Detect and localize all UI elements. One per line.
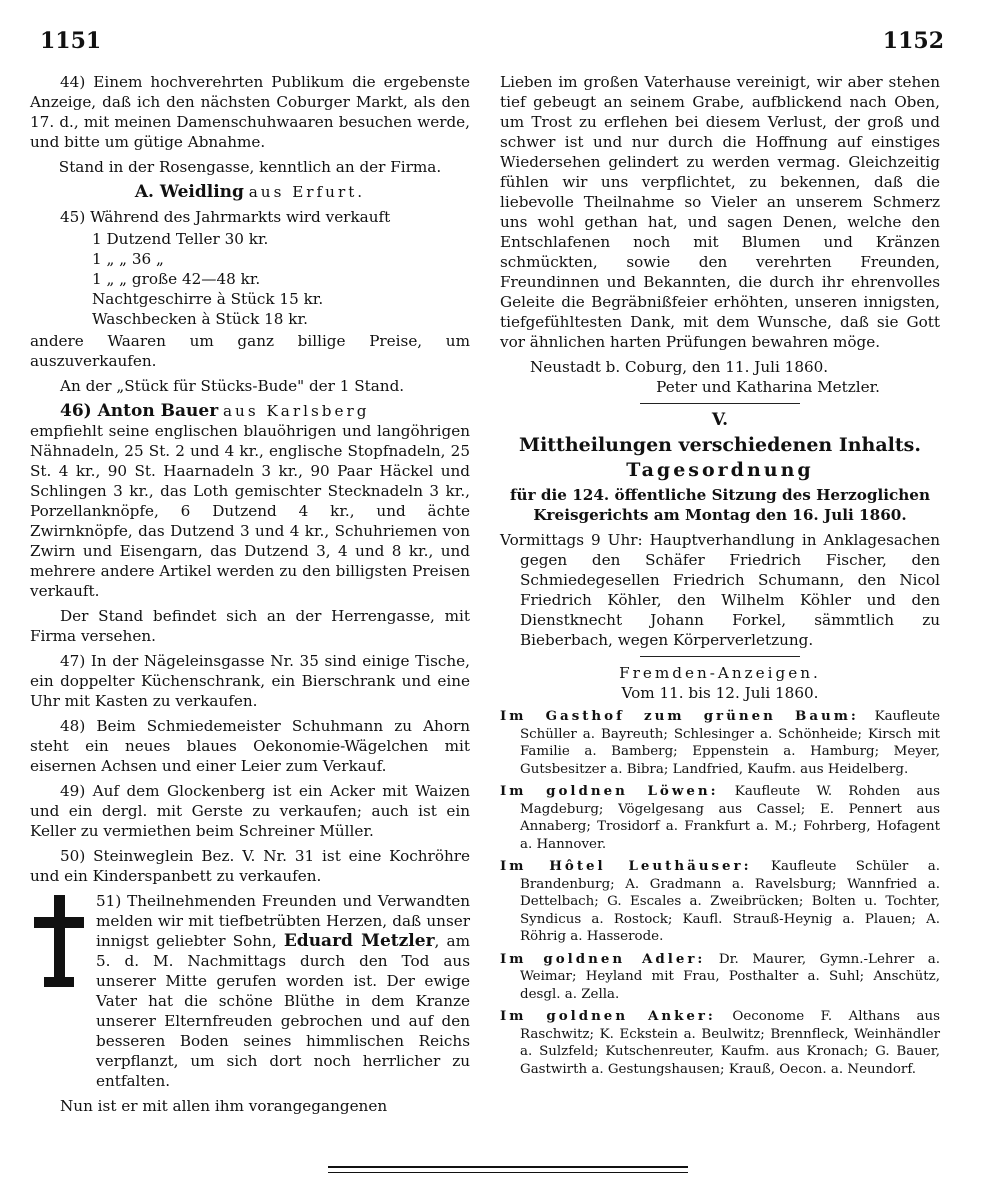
- ad-50-text: 50) Steinweglein Bez. V. Nr. 31 ist eine Kochröhre und ein Kinderspanbett zu verkaufen.: [30, 847, 470, 885]
- ad-46-name: 46) Anton Bauer: [60, 401, 219, 421]
- guest-hotel: Im goldnen Anker:: [500, 1008, 716, 1024]
- place-date: Neustadt b. Coburg, den 11. Juli 1860.: [530, 358, 829, 376]
- ad-46-text: empfiehlt seine englischen blauöhrigen und langöhrigen Nähnadeln, 25 St. 2 und 4 kr., englische Stopfnadeln, 25 St. 4 kr., 90 St. Haarnadeln 3 kr., 90 Paar Häckel und Schlingen 3 kr., das Loth gemischter Stecknadeln 3 kr., Porzellanknöpfe, 6 Dutzend 4 kr., und ächte Zwirnknöpfe, das Dutzend 3 und 4 kr., Schuhriemen von Zwirn und Eisengarn, das Dutzend 3, 4 und 8 kr., und mehrere andere Artikel werden zu den billigsten Preisen verkauft.: [30, 422, 470, 600]
- cross-icon: [30, 895, 88, 987]
- ad-51-last: Nun ist er mit allen ihm vorangegangenen: [60, 1097, 388, 1115]
- ad-45-item: 1 „ „ große 42—48 kr.: [92, 270, 261, 288]
- divider: [640, 656, 800, 657]
- section-number: V.: [711, 410, 729, 430]
- ad-46-head: [30, 401, 470, 421]
- ad-44-stand: Stand in der Rosengasse, kenntlich an der Firma.: [58, 158, 442, 176]
- page-number-right: 1152: [882, 28, 944, 54]
- divider: [640, 403, 800, 404]
- ad-48-text: 48) Beim Schmiedemeister Schuhmann zu Ahorn steht ein neues blaues Oekonomie-Wägelchen mit eisernen Achsen und einer Leier zum Verkauf.: [30, 717, 470, 775]
- ad-51-text: , am 5. d. M. Nachmittags durch den Tod aus unserer Mitte gerufen worden ist. Der ewige Vater hat die schöne Blüthe in dem Kranze unserer Elternfreuden gebrochen und auf den besseren Boden seines himmlischen Reichs verpflanzt, um sich dort noch herrlicher zu entfalten.: [96, 932, 470, 1090]
- ad-45-items: [92, 229, 470, 329]
- guest-hotel: Im Hôtel Leuthäuser:: [500, 858, 752, 874]
- guest-entry: [500, 951, 940, 1004]
- ad-45-rest: andere Waaren um ganz billige Preise, um auszuverkaufen.: [30, 332, 470, 370]
- guest-list: Kaufleute W. Rohden aus Magdeburg; Vögelgesang aus Cassel; E. Pennert aus Annaberg; Trosidorf a. Frankfurt a. M.; Fohrberg, Hofagent a. Hannover.: [520, 784, 940, 852]
- guests-date: Vom 11. bis 12. Juli 1860.: [621, 684, 819, 702]
- guest-list: Dr. Maurer, Gymn.-Lehrer a. Weimar; Heyland mit Frau, Posthalter a. Suhl; Anschütz, desgl. a. Zella.: [520, 951, 940, 1002]
- ad-45-item: 1 Dutzend Teller 30 kr.: [92, 230, 269, 248]
- guest-entry: [500, 708, 940, 778]
- ad-49-text: 49) Auf dem Glockenberg ist ein Acker mit Waizen und ein dergl. mit Gerste zu verkaufen; auch ist ein Keller zu vermiethen beim Schreiner Müller.: [30, 782, 470, 840]
- ad-51-continued: Lieben im großen Vaterhause vereinigt, wir aber stehen tief gebeugt an seinem Grabe, aufblickend nach Oben, um Trost zu erflehen bei diesem Verlust, der groß und schwer ist und nur durch die Hoffnung auf einstiges Wiedersehen gelindert zu werden vermag. Gleichzeitig fühlen wir uns verpflichtet, zu bekennen, daß die liebevolle Theilnahme so Vieler an unserem Schmerz uns wohl gethan hat, und sagen Denen, welche den Entschlafenen noch mit Blumen und Kränzen schmückten, sowie den verehrten Freunden, Freundinnen und Bekannten, die durch ihr ehrenvolles Geleite die Begräbnißfeier erhöhten, unseren innigsten, tiefgefühltesten Dank, mit dem Wunsche, daß sie Gott vor ähnlichen harten Prüfungen bewahren möge.: [500, 73, 940, 351]
- guest-hotel: Im goldnen Löwen:: [500, 783, 719, 799]
- ad-46-place: aus Karlsberg: [222, 402, 370, 420]
- ad-44-signature: [30, 182, 470, 202]
- signature: Peter und Katharina Metzler.: [656, 378, 880, 396]
- ad-47-text: 47) In der Nägeleinsgasse Nr. 35 sind einige Tische, ein doppelter Küchenschrank, ein Bierschrank und eine Uhr mit Kasten zu verkaufen.: [30, 652, 470, 710]
- guests-title: Fremden-Anzeigen.: [619, 664, 821, 682]
- ad-51-name: Eduard Metzler: [283, 931, 435, 951]
- agenda-title: Tagesordnung: [626, 459, 814, 481]
- ad-51-intro: [96, 891, 470, 1091]
- ad-44-name: A. Weidling: [134, 182, 244, 202]
- page-number-left: 1151: [40, 28, 102, 54]
- ad-44-text: 44) Einem hochverehrten Publikum die ergebenste Anzeige, daß ich den nächsten Coburger Markt, als den 17. d., mit meinen Damenschuhwaaren besuchen werde, und bitte um gütige Abnahme.: [30, 73, 470, 151]
- ad-45-item: Waschbecken à Stück 18 kr.: [92, 310, 308, 328]
- guest-list: Kaufleute Schüler a. Brandenburg; A. Gradmann a. Ravelsburg; Wannfried a. Dettelbach; G. Escales a. Zweibrücken; Bolten u. Tochter, Syndicus a. Rostock; Kaufl. Strauß-Heynig a. Plauen; A. Röhrig a. Hasserode.: [520, 859, 940, 944]
- left-column: [30, 72, 470, 1121]
- guest-hotel: Im goldnen Adler:: [500, 950, 706, 967]
- guest-list: Kaufleute Schüller a. Bayreuth; Schlesinger a. Schönheide; Kirsch mit Familie a. Bamberg; Eppenstein a. Hamburg; Meyer, Gutsbesitzer a. Bibra; Landfried, Kaufm. aus Heidelberg.: [520, 709, 940, 777]
- guest-entry: [500, 858, 940, 946]
- ad-45-item: Nachtgeschirre à Stück 15 kr.: [92, 290, 324, 308]
- guest-entry: [500, 783, 940, 853]
- right-column: [500, 72, 940, 1083]
- ad-44-place: aus Erfurt.: [248, 183, 366, 201]
- ad-46-stand: Der Stand befindet sich an der Herrengasse, mit Firma versehen.: [30, 607, 470, 645]
- ad-45-stand: An der „Stück für Stücks-Bude" der 1 Stand.: [60, 377, 405, 395]
- ad-51-block: [30, 891, 470, 1096]
- ad-45-item: 1 „ „ 36 „: [92, 250, 164, 268]
- ad-45-text: 45) Während des Jahrmarkts wird verkauft: [60, 208, 391, 226]
- guest-list: Oeconome F. Althans aus Raschwitz; K. Eckstein a. Beulwitz; Brennfleck, Weinhändler a. Sulzfeld; Kutschenreuter, Kaufm. aus Kronach; G. Bauer, Gastwirth a. Gestungshausen; Krauß, Oecon. a. Neundorf.: [520, 1009, 940, 1077]
- guest-hotel: Im Gasthof zum grünen Baum:: [500, 708, 859, 724]
- agenda-text: Vormittags 9 Uhr: Hauptverhandlung in Anklagesachen gegen den Schäfer Friedrich Fischer, den Schmiedegesellen Friedrich Schumann, den Nicol Friedrich Köhler, den Wilhelm Köhler und den Dienstknecht Johann Forkel, sämmtlich zu Bieberbach, wegen Körperverletzung.: [500, 531, 940, 649]
- ad-51-intro-text: 51) Theilnehmenden Freunden und Verwandten melden wir mit tiefbetrübten Herzen, daß unser innigst geliebter Sohn,: [96, 892, 470, 950]
- closing-rule: [328, 1166, 688, 1177]
- agenda-subtitle: für die 124. öffentliche Sitzung des Herzoglichen Kreisgerichts am Montag den 16. Juli 1860.: [510, 486, 930, 524]
- guest-entry: [500, 1008, 940, 1078]
- section-title: Mittheilungen verschiedenen Inhalts.: [519, 434, 921, 456]
